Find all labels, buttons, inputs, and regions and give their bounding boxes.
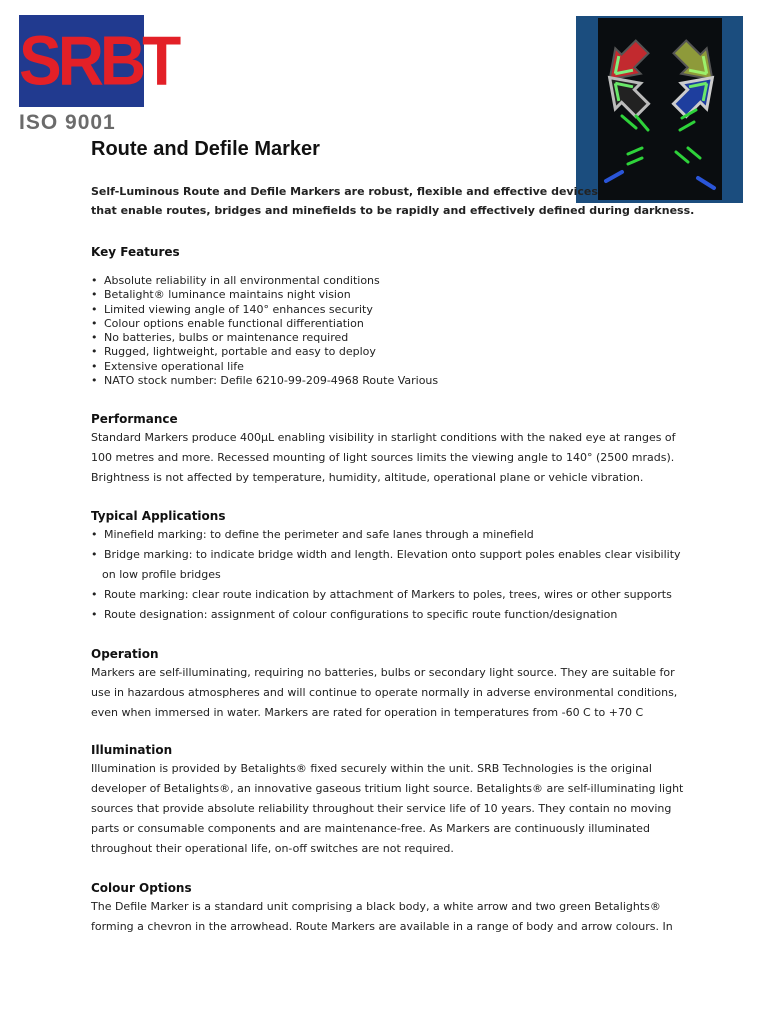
illumination-paragraph — [91, 759, 684, 859]
paragraph-line: developer of Betalights®, an innovative gaseous tritium light source. Betalights® are self-illuminating light — [91, 782, 684, 795]
page-title: Route and Defile Marker — [91, 138, 320, 160]
logo-box — [19, 15, 178, 107]
section-heading: Key Features — [91, 245, 180, 259]
list-item — [91, 585, 681, 605]
logo-iso-label: ISO 9001 — [19, 111, 116, 134]
paragraph-line: Standard Markers produce 400μL enabling visibility in starlight conditions with the naked eye at ranges of — [91, 431, 676, 444]
list-item: • Absolute reliability in all environmental conditions — [91, 274, 681, 288]
features-list — [91, 274, 681, 388]
list-item-continuation: on low profile bridges — [102, 568, 221, 581]
paragraph-line: use in hazardous atmospheres and will continue to operate normally in adverse environmental conditions, — [91, 686, 678, 699]
applications-section — [91, 507, 681, 625]
list-item — [91, 605, 681, 625]
paragraph-line: forming a chevron in the arrowhead. Route Markers are available in a range of body and arrow colours. In — [91, 920, 673, 933]
logo-wordmark: SRBT — [19, 21, 178, 100]
colour-options-paragraph — [91, 897, 681, 937]
list-item-text: Bridge marking: to indicate bridge width and length. Elevation onto support poles enables clear visibility — [104, 548, 681, 561]
paragraph-line: Brightness is not affected by temperature, humidity, altitude, operational plane or vehicle vibration. — [91, 471, 644, 484]
colour-options-section — [91, 879, 681, 937]
key-features-section — [91, 243, 681, 388]
paragraph-line: 100 metres and more. Recessed mounting of light sources limits the viewing angle to 140° (2500 mrads). — [91, 451, 675, 464]
list-item-text: Minefield marking: to define the perimeter and safe lanes through a minefield — [104, 528, 534, 541]
paragraph-line: Markers are self-illuminating, requiring no batteries, bulbs or secondary light source. They are suitable for — [91, 666, 675, 679]
section-heading: Performance — [91, 412, 178, 426]
list-item: • Colour options enable functional differentiation — [91, 317, 681, 331]
company-logo — [17, 15, 178, 134]
section-heading: Typical Applications — [91, 509, 226, 523]
product-photo — [576, 16, 743, 203]
section-heading: Illumination — [91, 743, 173, 757]
list-item: • Limited viewing angle of 140° enhances security — [91, 303, 681, 317]
performance-section — [91, 410, 681, 488]
paragraph-line: parts or consumable components and are maintenance-free. As Markers are continuously illuminated — [91, 822, 650, 835]
section-heading: Operation — [91, 647, 159, 661]
paragraph-line: sources that provide absolute reliability throughout their service life of 10 years. They contain no moving — [91, 802, 672, 815]
paragraph-line: The Defile Marker is a standard unit comprising a black body, a white arrow and two green Betalights® — [91, 900, 661, 913]
paragraph-line: throughout their operational life, on-off switches are not required. — [91, 842, 454, 855]
intro-line: Self-Luminous Route and Defile Markers are robust, flexible and effective devices — [91, 185, 598, 198]
list-item: • Extensive operational life — [91, 360, 681, 374]
marker-illustration — [576, 16, 743, 203]
applications-list — [91, 525, 681, 625]
list-item-text: Route marking: clear route indication by attachment of Markers to poles, trees, wires or other supports — [104, 588, 672, 601]
list-item — [91, 545, 681, 585]
list-item-text: Route designation: assignment of colour configurations to specific route function/designation — [104, 608, 618, 621]
operation-paragraph — [91, 663, 681, 723]
intro-paragraph — [91, 182, 695, 220]
paragraph-line: Illumination is provided by Betalights® fixed securely within the unit. SRB Technologies is the original — [91, 762, 652, 775]
list-item: • Rugged, lightweight, portable and easy to deploy — [91, 345, 681, 359]
illumination-section — [91, 741, 684, 859]
performance-paragraph — [91, 428, 681, 488]
list-item: • Betalight® luminance maintains night vision — [91, 288, 681, 302]
paragraph-line: even when immersed in water. Markers are rated for operation in temperatures from -60 C to +70 C — [91, 706, 644, 719]
list-item: • NATO stock number: Defile 6210-99-209-4968 Route Various — [91, 374, 681, 388]
intro-line: that enable routes, bridges and minefields to be rapidly and effectively defined during darkness. — [91, 204, 695, 217]
list-item: • No batteries, bulbs or maintenance required — [91, 331, 681, 345]
operation-section — [91, 645, 681, 723]
section-heading: Colour Options — [91, 881, 192, 895]
list-item — [91, 525, 681, 545]
